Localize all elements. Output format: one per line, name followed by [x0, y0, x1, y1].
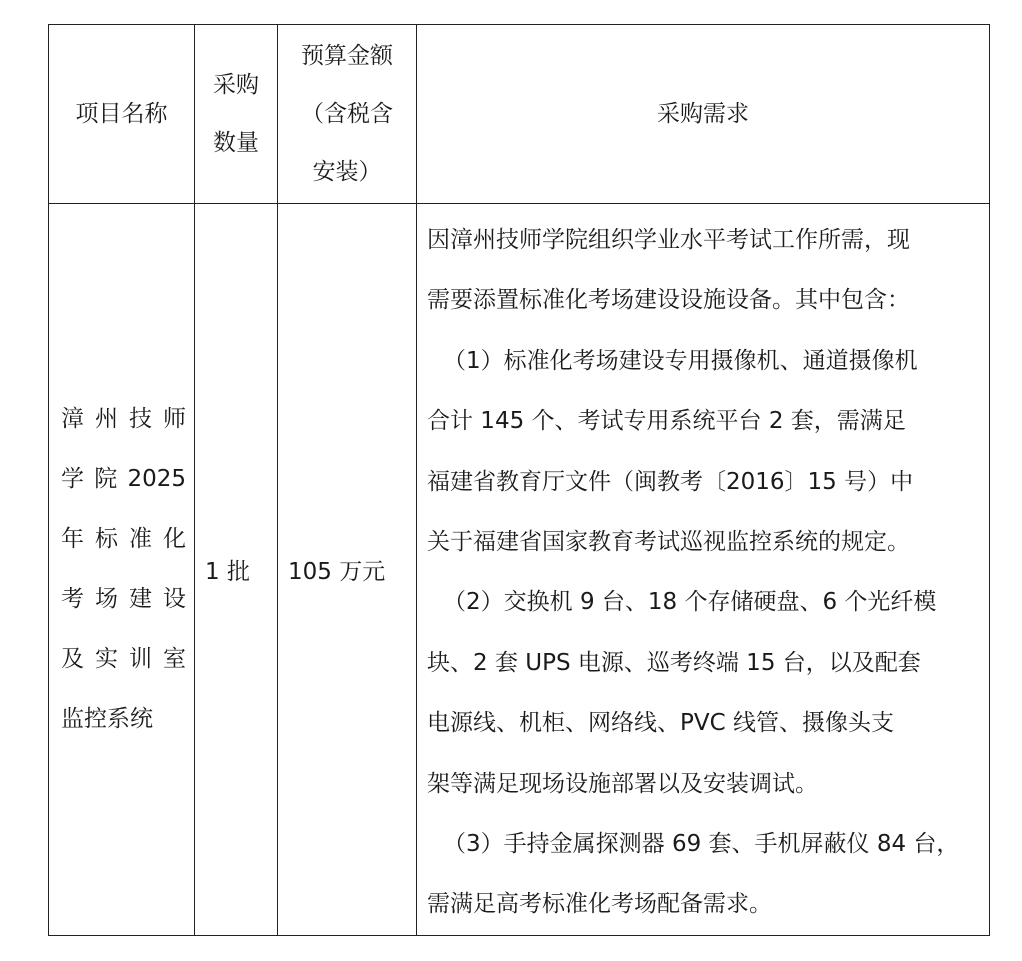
project-name-line: 考场建设	[61, 586, 186, 613]
project-name-line: 年标准化	[61, 526, 186, 553]
requirement-line: 关于福建省国家教育考试巡视监控系统的规定。	[427, 528, 910, 555]
requirement-line: （3）手持金属探测器 69 套、手机屏蔽仪 84 台，	[443, 830, 960, 857]
header-project-name: 项目名称	[49, 25, 195, 204]
project-name-line: 及实训室	[61, 646, 186, 673]
requirement-line: 需要添置标准化考场建设设施设备。其中包含：	[427, 287, 910, 314]
header-requirements: 采购需求	[417, 25, 990, 204]
header-quantity: 采购 数量	[195, 25, 278, 204]
requirement-line: （2）交换机 9 台、18 个存储硬盘、6 个光纤模	[443, 589, 937, 616]
requirement-line: 福建省教育厅文件（闽教考〔2016〕15 号）中	[427, 468, 914, 495]
requirement-line: 块、2 套 UPS 电源、巡考终端 15 台，以及配套	[427, 649, 921, 676]
requirements-cell	[417, 204, 990, 936]
project-name-line: 监控系统	[61, 706, 153, 733]
budget-cell: 105 万元	[278, 204, 417, 936]
header-budget: 预算金额 （含税含 安装）	[278, 25, 417, 204]
requirement-line: 因漳州技师学院组织学业水平考试工作所需，现	[427, 227, 910, 253]
requirement-line: 架等满足现场设施部署以及安装调试。	[427, 770, 818, 797]
project-name-line: 漳州技师	[61, 406, 186, 433]
requirement-line: 合计 145 个、考试专用系统平台 2 套，需满足	[427, 408, 906, 435]
procurement-table	[48, 24, 990, 936]
project-name-cell	[49, 204, 195, 936]
requirement-line: 需满足高考标准化考场配备需求。	[427, 891, 772, 918]
requirement-line: 电源线、机柜、网络线、PVC 线管、摄像头支	[427, 710, 894, 737]
project-name-line: 学院2025	[61, 466, 186, 493]
requirement-line: （1）标准化考场建设专用摄像机、通道摄像机	[443, 347, 918, 374]
quantity-cell: 1 批	[195, 204, 278, 936]
table-row	[49, 204, 990, 936]
header-row	[49, 25, 990, 204]
